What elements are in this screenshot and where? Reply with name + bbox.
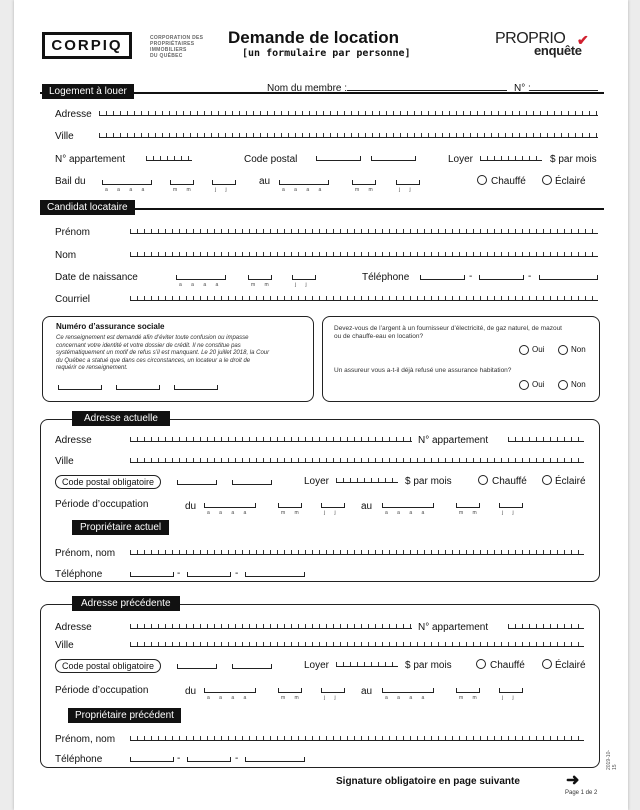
q2-non-radio[interactable] (558, 380, 568, 390)
bail-end-month[interactable] (352, 180, 376, 185)
prenom-nom-label: Prénom, nom (55, 734, 116, 745)
telephone-field-3[interactable] (245, 572, 305, 577)
telephone-label: Téléphone (55, 569, 103, 580)
naissance-year[interactable] (176, 275, 226, 280)
ville-label: Ville (55, 640, 74, 651)
telephone-field-1[interactable] (420, 275, 465, 280)
year-caption: a a a a (282, 187, 326, 193)
au-label: au (361, 686, 373, 697)
telephone-field-3[interactable] (539, 275, 598, 280)
periode-end-year[interactable] (382, 688, 434, 693)
form-subtitle: [un formulaire par personne] (242, 48, 411, 59)
dash-text: - (469, 271, 473, 282)
bail-au-label: au (259, 176, 271, 187)
ville-field[interactable] (130, 642, 584, 647)
eclaire-radio[interactable] (542, 659, 552, 669)
periode-label: Période d’occupation (55, 685, 149, 696)
dash-text: - (177, 753, 181, 764)
appartement-label: N° appartement (55, 154, 126, 165)
day-caption: j j (502, 695, 518, 701)
section-adresse-precedente: Adresse précédente (72, 596, 180, 611)
year-caption: a a a a (207, 510, 251, 516)
q1-non-label: Non (571, 345, 586, 354)
proprio-actuel-tag: Propriétaire actuel (72, 520, 169, 535)
ville-label: Ville (55, 131, 74, 142)
naissance-label: Date de naissance (55, 272, 138, 283)
q2-non-label: Non (571, 380, 586, 389)
form-page (14, 0, 628, 810)
loyer-field[interactable] (336, 662, 398, 667)
ville-field[interactable] (99, 133, 598, 138)
member-name-field[interactable] (347, 86, 507, 91)
chauffe-label: Chauffé (492, 476, 527, 487)
section-candidat: Candidat locataire (40, 200, 135, 215)
member-no-label: N° : (514, 83, 531, 94)
ville-field[interactable] (130, 458, 584, 463)
eclaire-radio[interactable] (542, 175, 552, 185)
telephone-field-3[interactable] (245, 757, 305, 762)
courriel-field[interactable] (130, 296, 598, 301)
member-name-label: Nom du membre : (267, 83, 348, 94)
adresse-field[interactable] (99, 111, 598, 116)
bail-du-label: Bail du (55, 176, 86, 187)
day-caption: j j (295, 282, 311, 288)
naissance-month[interactable] (248, 275, 272, 280)
periode-end-month[interactable] (456, 688, 480, 693)
telephone-field-1[interactable] (130, 572, 174, 577)
year-caption: a a a a (105, 187, 149, 193)
bail-start-year[interactable] (102, 180, 152, 185)
dash-text: - (235, 568, 239, 579)
par-mois-label: $ par mois (405, 660, 452, 671)
loyer-label: Loyer (304, 476, 330, 487)
logo-sub-line: CORPORATION DES (150, 35, 204, 41)
telephone-field-2[interactable] (187, 572, 231, 577)
par-mois-label: $ par mois (405, 476, 452, 487)
prenom-field[interactable] (130, 229, 598, 234)
telephone-label: Téléphone (362, 272, 410, 283)
adresse-label: Adresse (55, 622, 92, 633)
chauffe-label: Chauffé (490, 660, 525, 671)
telephone-label: Téléphone (55, 754, 103, 765)
form-title: Demande de location (228, 28, 399, 47)
adresse-field[interactable] (130, 437, 412, 442)
month-caption: m m (281, 510, 303, 516)
bail-start-month[interactable] (170, 180, 194, 185)
day-caption: j j (324, 510, 340, 516)
appartement-field[interactable] (508, 437, 584, 442)
dash-text: - (235, 753, 239, 764)
prenom-label: Prénom (55, 227, 91, 238)
nas-text-line: systématiquement un motif de refus s’il est manquant. Le 20 juillet 2018, la Cour (56, 350, 270, 356)
code-postal-field-1[interactable] (177, 664, 217, 669)
periode-start-month[interactable] (278, 688, 302, 693)
q1-non-radio[interactable] (558, 345, 568, 355)
periode-end-day[interactable] (499, 503, 523, 508)
month-caption: m m (355, 187, 377, 193)
adresse-field[interactable] (130, 624, 412, 629)
code-postal-field-2[interactable] (371, 156, 416, 161)
month-caption: m m (173, 187, 195, 193)
adresse-label: Adresse (55, 109, 92, 120)
day-caption: j j (502, 510, 518, 516)
prenom-nom-field[interactable] (130, 736, 584, 741)
arrow-right-icon: ➜ (566, 772, 580, 789)
code-postal-field-2[interactable] (232, 480, 272, 485)
courriel-label: Courriel (55, 294, 91, 305)
eclaire-label: Éclairé (555, 476, 586, 487)
member-no-field[interactable] (530, 86, 598, 91)
code-postal-field-2[interactable] (232, 664, 272, 669)
nom-field[interactable] (130, 252, 598, 257)
eclaire-label: Éclairé (555, 176, 586, 187)
month-caption: m m (251, 282, 273, 288)
check-icon: ✔ (577, 32, 589, 48)
logo-subtitle (150, 35, 203, 59)
chauffe-radio[interactable] (476, 659, 486, 669)
question-1 (334, 325, 562, 341)
periode-label: Période d’occupation (55, 499, 149, 510)
version-date: 2019-10-15 (606, 749, 618, 770)
periode-end-year[interactable] (382, 503, 434, 508)
bail-end-day[interactable] (396, 180, 420, 185)
telephone-field-2[interactable] (187, 757, 231, 762)
prenom-nom-label: Prénom, nom (55, 548, 116, 559)
brand-enquete: enquête (534, 43, 582, 58)
nas-text-line: requérir ce renseignement. (56, 365, 128, 371)
periode-start-day[interactable] (321, 688, 345, 693)
bail-start-day[interactable] (212, 180, 236, 185)
telephone-field-1[interactable] (130, 757, 174, 762)
logo-sub-line: DU QUÉBEC (150, 53, 183, 59)
appartement-label: N° appartement (418, 622, 489, 633)
day-caption: j j (324, 695, 340, 701)
periode-start-month[interactable] (278, 503, 302, 508)
question-1-line: ou de chauffe-eau en location? (334, 333, 424, 340)
section-logement: Logement à louer (42, 84, 134, 99)
chauffe-radio[interactable] (477, 175, 487, 185)
code-postal-label: Code postal obligatoire (55, 659, 161, 673)
year-caption: a a a a (207, 695, 251, 701)
nom-label: Nom (55, 250, 77, 261)
code-postal-label: Code postal (244, 154, 298, 165)
loyer-field[interactable] (480, 156, 542, 161)
question-2: Un assureur vous a-t-il déjà refusé une assurance habitation? (334, 367, 512, 374)
corpiq-logo (42, 32, 132, 59)
logo-sub-line: IMMOBILIERS (150, 47, 187, 53)
section-adresse-actuelle: Adresse actuelle (72, 411, 170, 426)
periode-start-day[interactable] (321, 503, 345, 508)
year-caption: a a a a (385, 510, 429, 516)
question-1-line: Devez-vous de l’argent à un fournisseur d’électricité, de gaz naturel, de mazout (334, 325, 562, 332)
logo-text: CORPIQ (51, 37, 123, 54)
du-label: du (185, 501, 197, 512)
nas-text-line: Ce renseignement est demandé afin d’éviter toute confusion ou impasse (56, 335, 249, 341)
nas-text-line: concernant votre identité et votre dossier de crédit. Il ne constitue pas (56, 342, 241, 349)
nas-title: Numéro d’assurance sociale (56, 322, 165, 331)
q2-oui-label: Oui (532, 380, 545, 389)
proprio-precedent-tag: Propriétaire précédent (68, 708, 181, 723)
eclaire-radio[interactable] (542, 475, 552, 485)
appartement-field[interactable] (508, 624, 584, 629)
ville-label: Ville (55, 456, 74, 467)
periode-end-month[interactable] (456, 503, 480, 508)
loyer-label: Loyer (448, 154, 474, 165)
nas-field-3[interactable] (174, 385, 218, 390)
chauffe-radio[interactable] (478, 475, 488, 485)
periode-end-day[interactable] (499, 688, 523, 693)
q1-oui-label: Oui (532, 345, 545, 354)
q2-oui-radio[interactable] (519, 380, 529, 390)
brand-proprio: PROPRIO (495, 30, 566, 47)
day-caption: j j (399, 187, 415, 193)
signature-notice: Signature obligatoire en page suivante (336, 776, 520, 787)
periode-start-year[interactable] (204, 688, 256, 693)
year-caption: a a a a (385, 695, 429, 701)
periode-start-year[interactable] (204, 503, 256, 508)
loyer-field[interactable] (336, 478, 398, 483)
loyer-label: Loyer (304, 660, 330, 671)
year-caption: a a a a (179, 282, 223, 288)
appartement-label: N° appartement (418, 435, 489, 446)
month-caption: m m (459, 510, 481, 516)
page-number: Page 1 de 2 (565, 790, 598, 796)
logo-sub-line: PROPRIÉTAIRES (150, 41, 195, 47)
appartement-field[interactable] (146, 156, 192, 161)
nas-field-2[interactable] (116, 385, 160, 390)
adresse-label: Adresse (55, 435, 92, 446)
eclaire-label: Éclairé (555, 660, 586, 671)
dash-text: - (177, 568, 181, 579)
au-label: au (361, 501, 373, 512)
dash-text: - (528, 271, 532, 282)
telephone-field-2[interactable] (479, 275, 524, 280)
code-postal-label: Code postal obligatoire (55, 475, 161, 489)
q1-oui-radio[interactable] (519, 345, 529, 355)
code-postal-field-1[interactable] (316, 156, 361, 161)
naissance-day[interactable] (292, 275, 316, 280)
month-caption: m m (281, 695, 303, 701)
code-postal-field-1[interactable] (177, 480, 217, 485)
chauffe-label: Chauffé (491, 176, 526, 187)
day-caption: j j (215, 187, 231, 193)
month-caption: m m (459, 695, 481, 701)
nas-text (56, 335, 269, 373)
prenom-nom-field[interactable] (130, 550, 584, 555)
par-mois-label: $ par mois (550, 154, 597, 165)
nas-field-1[interactable] (58, 385, 102, 390)
nas-text-line: du Québec a statué que dans ces circonstances, un locateur a le droit de (56, 357, 251, 364)
bail-end-year[interactable] (279, 180, 329, 185)
du-label: du (185, 686, 197, 697)
